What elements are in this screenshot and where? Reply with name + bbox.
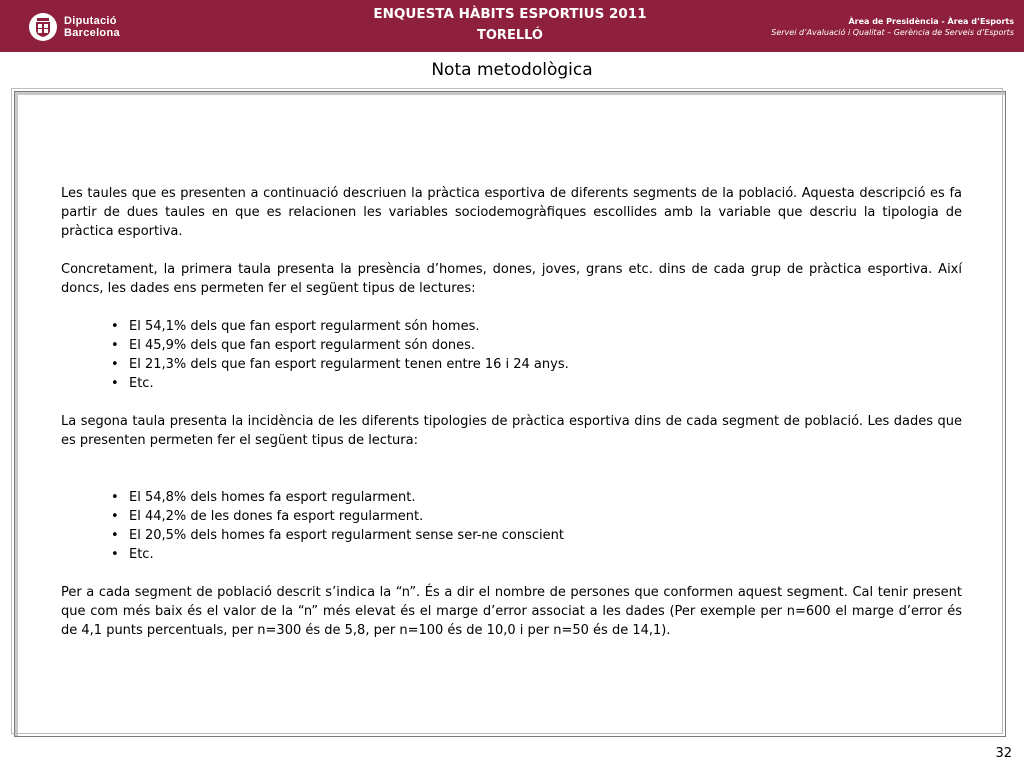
service-line: Servei d’Avaluació i Qualitat – Gerència de Serveis d’Esports (771, 28, 1014, 37)
diputacio-logo (28, 12, 120, 42)
list-item: • El 45,9% dels que fan esport regularment són dones. (61, 336, 962, 355)
list-item: • El 44,2% de les dones fa esport regularment. (61, 507, 962, 526)
list-item: • El 54,8% dels homes fa esport regularment. (61, 488, 962, 507)
paragraph-first-table: Concretament, la primera taula presenta la presència d’homes, dones, joves, grans etc. dins de cada grup de pràctica esportiva. Així doncs, les dades ens permeten fer el següent tipus de lectures: (61, 262, 962, 296)
paragraph-second-table: La segona taula presenta la incidència de les diferents tipologies de pràctica esportiva dins de cada segment de població. Les dades que es presenten permeten fer el següent tipus de lectura: (61, 414, 962, 448)
header-title (300, 5, 720, 45)
page-number: 32 (995, 746, 1012, 761)
paragraph-intro: Les taules que es presenten a continuació descriuen la pràctica esportiva de diferents segments de la població. Aquesta descripció es fa partir de dues taules en que es relacionen les variables sociodemogràfiques escollides amb la variable que descriu la tipologia de pràctica esportiva. (61, 186, 962, 239)
department-line: Àrea de Presidència - Àrea d’Esports (848, 17, 1014, 26)
methodology-text (61, 184, 962, 640)
list-item: • El 20,5% dels homes fa esport regularment sense ser-ne conscient (61, 526, 962, 545)
logo-line2: Barcelona (64, 27, 120, 39)
logo-line1: Diputació (64, 15, 117, 27)
paragraph-sample-size: Per a cada segment de població descrit s’indica la “n”. És a dir el nombre de persones que conformen aquest segment. Cal tenir present que com més baix és el valor de la “n” més elevat és el marge d’error associat a les dades (Per exemple per n=600 el marge d’error és de 4,1 punts percentuals, per n=300 és de 5,8, per n=100 és de 10,0 i per n=50 és de 14,1). (61, 585, 962, 638)
header-department (771, 16, 1014, 38)
header-bar (0, 0, 1024, 52)
bullet-list-first (61, 317, 962, 393)
list-item: • El 54,1% dels que fan esport regularment són homes. (61, 317, 962, 336)
diputacio-crest-icon (28, 12, 58, 42)
list-item: • El 21,3% dels que fan esport regularment tenen entre 16 i 24 anys. (61, 355, 962, 374)
municipality-title: TORELLÓ (477, 28, 543, 43)
list-item: • Etc. (61, 545, 962, 564)
survey-title: ENQUESTA HÀBITS ESPORTIUS 2011 (373, 6, 647, 22)
bullet-list-second (61, 488, 962, 564)
page-title: Nota metodològica (431, 60, 593, 80)
list-item: • Etc. (61, 374, 962, 393)
